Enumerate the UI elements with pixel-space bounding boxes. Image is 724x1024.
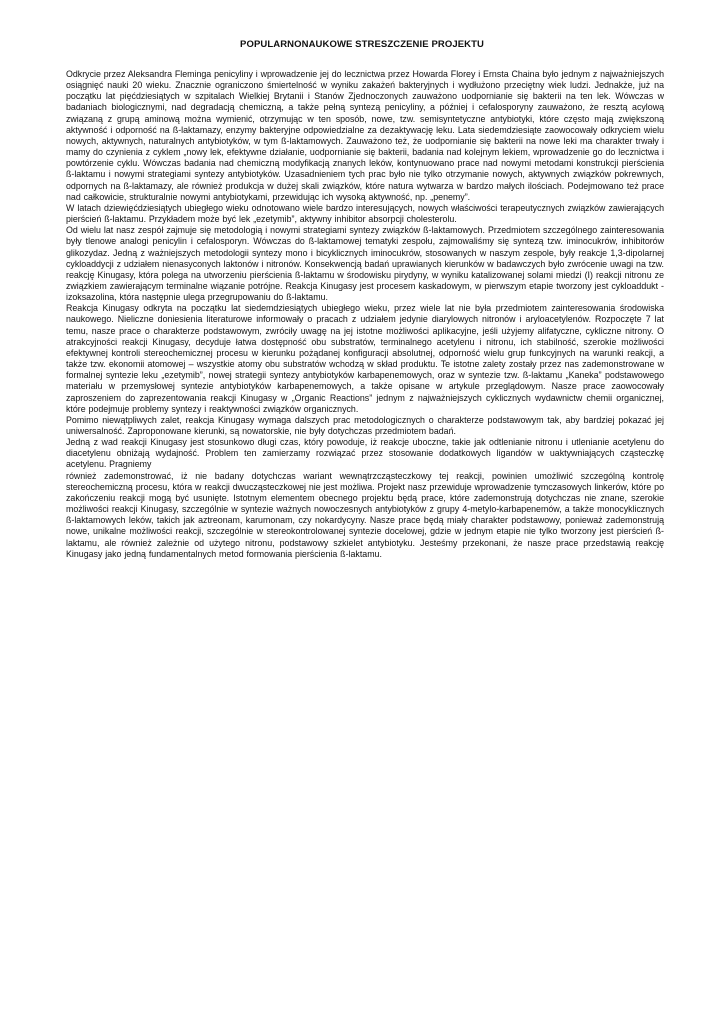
- document-body: [66, 69, 664, 560]
- paragraph-5: Pomimo niewątpliwych zalet, reakcja Kinugasy wymaga dalszych prac metodologicznych o charakterze podstawowym tak, aby bardziej pokazać jej uniwersalność. Zaproponowane kierunki, są nowatorskie, nie były dotychczas przedmiotem badań.: [66, 414, 664, 436]
- paragraph-1: Odkrycie przez Aleksandra Fleminga penicyliny i wprowadzenie jej do lecznictwa przez Howarda Florey i Ernsta Chaina było jednym z najważniejszych osiągnięć nauki 20 wieku. Znacznie ograniczono śmiertelność w wyniku zakażeń bakteryjnych i wydłużono przeciętny wiek ludzi. Jednakże, już na początku lat pięćdziesiątych w szpitalach Wielkiej Brytanii i Stanów Zjednoczonych zauważono uodpornianie się bakterii na ten lek. Wówczas w badaniach biologicznymi, nad degradacją chemiczną, a także pełną syntezą penicyliny, a później i cefalosporyny zauważono, że resztą acylową związaną z grupą aminową można wymienić, otrzymując w ten sposób, nowe, tzw. semisyntetyczne antybiotyki, które często mają zwiększoną aktywność i odporność na ß-laktamazy, enzymy bakteryjne odpowiedzialne za dezaktywację leku. Lata siedemdziesiąte zaowocowały odkryciem wielu nowych, aktywnych, naturalnych antybiotyków, w tym ß-laktamowych. Zauważono też, że uodpornianie się bakterii na nowe leki ma charakter trwały i mamy do czynienia z cyklem „nowy lek, efektywne działanie, uodpornianie się bakterii, badania nad kolejnym lekiem, wprowadzenie go do lecznictwa i powtórzenie cyklu. Wówczas badania nad chemiczną modyfikacją znanych leków, kontynuowano prace nad nowymi metodami konstrukcji pierścienia ß-laktamu i nowymi strategiami syntezy antybiotyków. Uzasadnieniem tych prac było nie tylko otrzymanie nowych, aktywnych związków pokrewnych, odpornych na ß-laktamazy, ale również produkcja w dużej skali związków, które natura wytwarza w bardzo małych ilościach. Podejmowano też prace nad całkowicie, strukturalnie nowymi antybiotykami, przewidując ich wysoką aktywność, np. „penemy”.: [66, 69, 664, 202]
- paragraph-4: Reakcja Kinugasy odkryta na początku lat siedemdziesiątych ubiegłego wieku, przez wiele lat nie była przedmiotem zainteresowania środowiska naukowego. Nieliczne doniesienia literaturowe informowały o pracach z udziałem jedynie diarylowych nitronów i aryloacetylenów. Rozpoczęte 7 lat temu, nasze prace o charakterze podstawowym, zwróciły uwagę na jej istotne możliwości aplikacyjne, jeśli użyjemy alifatyczne, cykliczne nitrony. O atrakcyjności reakcji Kinugasy, decyduje łatwa dostępność obu substratów, terminalnego acetylenu i nitronu, ich stabilność, szerokie możliwości efektywnej kontroli stereochemicznej procesu w kierunku pożądanej konfiguracji absolutnej, odporność wielu grup funkcyjnych na warunki reakcji, a także tzw. ekonomii atomowej – wszystkie atomy obu substratów wchodzą w skład produktu. Te istotne zalety zostały przez nas zademonstrowane w formalnej syntezie leku „ezetymib”, nowej strategii syntezy antybiotyków karbapenemowych, oraz w syntezie tzw. ß-laktamu „Kaneka” podstawowego materiału w przemysłowej syntezie antybiotyków karbapenemowych, a także opisane w artykule przeglądowym. Nasze prace zaowocowały zaproszeniem do zaprezentowania reakcji Kinugasy w „Organic Reactions” jednym z najważniejszych cyklicznych wydawnictw chemii organicznej, które podejmuje problemy syntezy i reaktywności związków organicznych.: [66, 303, 664, 414]
- paragraph-6: Jedną z wad reakcji Kinugasy jest stosunkowo długi czas, który powoduje, iż reakcje uboczne, takie jak odtlenianie nitronu i utlenianie acetylenu do diacetylenu obniżają wydajność. Problem ten zamierzamy rozwiązać przez stosowanie dodatkowych ligandów w uaktywniających cząsteczkę acetylenu. Pragniemy: [66, 437, 664, 470]
- paragraph-2: W latach dziewięćdziesiątych ubiegłego wieku odnotowano wiele bardzo interesujących, nowych właściwości terapeutycznych związków zawierających pierścień ß-laktamu. Przykładem może być lek „ezetymib”, aktywny inhibitor absorpcji cholesterolu.: [66, 202, 664, 225]
- paragraph-7: również zademonstrować, iż nie badany dotychczas wariant wewnątrzcząsteczkowy tej reakcji, powinien umożliwić szczególną kontrolę stereochemiczną procesu, która w reakcji dwucząsteczkowej nie jest możliwa. Projekt nasz przewiduje wprowadzenie tymczasowych linkerów, które po zakończeniu reakcji mogą być usunięte. Istotnym elementem obecnego projektu będą prace, które zademonstrują dotychczas nie znane, szerokie możliwości reakcji Kinugasy, szczególnie w syntezie ważnych nowoczesnych antybiotyków z grupy 4-metylo-karbapenemów, a także monocyklicznych ß-laktamowych leków, takich jak aztreonam, karumonam, czy nokardycyny. Nasze prace będą miały charakter podstawowy, ponieważ zademonstrują nowe, unikalne możliwości reakcji, szczególnie w stereokontrolowanej syntezie docelowej, gdzie w jednym etapie nie tylko tworzony jest pierścień ß-laktamu, ale również zależnie od użytego nitronu, podstawowy szkielet antybiotyku. Jesteśmy przekonani, że nasze prace przedstawią reakcję Kinugasy jako jedną fundamentalnych metod formowania pierścienia ß-laktamu.: [66, 470, 664, 559]
- document-title: POPULARNONAUKOWE STRESZCZENIE PROJEKTU: [240, 39, 484, 50]
- paragraph-3: Od wielu lat nasz zespół zajmuje się metodologią i nowymi strategiami syntezy związków ß-laktamowych. Przedmiotem szczególnego zainteresowania były tlenowe analogi penicylin i cefalosporyn. Wówczas do ß-laktamowej tematyki zespołu, zajmowaliśmy się syntezą tzw. iminocukrów, inhibitorów glikozydaz. Jedną z ważniejszych metodologii syntezy mono i bicyklicznych iminocukrów, stosowanych w naszym zespole, były reakcje 1,3-dipolarnej cykloaddycji z udziałem nienasyconych laktonów i nitronów. Konsekwencją badań uprawianych kierunków w badawczych było zwrócenie uwagi na tzw. reakcję Kinugasy, która polega na utworzeniu pierścienia ß-laktamu w środowisku pirydyny, w wyniku katalizowanej solami miedzi (I) reakcji nitronu ze związkiem zawierającym terminalne wiązanie potrójne. Reakcja Kinugasy jest procesem kaskadowym, w pierwszym etapie tworzony jest cykloaddukt - izoksazolina, która następnie ulega przegrupowaniu do ß-laktamu.: [66, 225, 664, 303]
